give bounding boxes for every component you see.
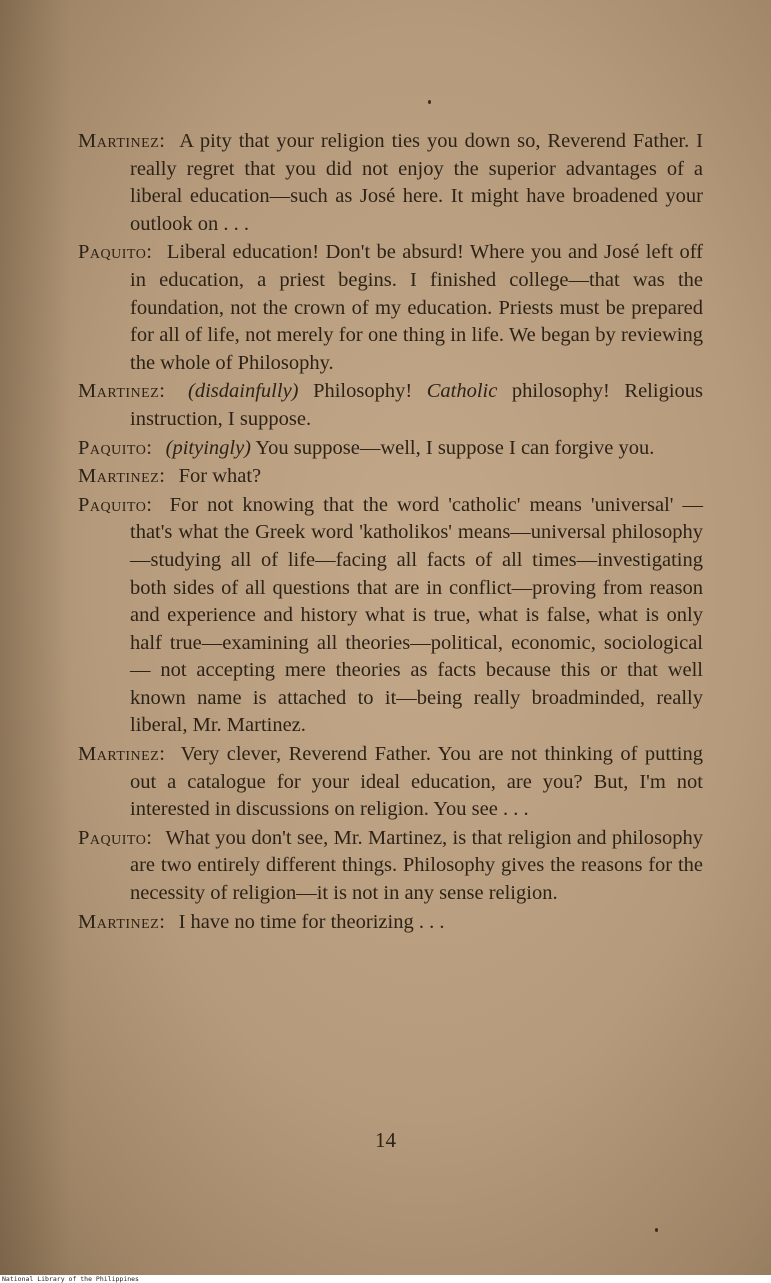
speech-line [78,378,703,433]
speech-text: I have no time for theorizing . . . [178,910,445,933]
speech-text: Very clever, Reverend Father. You are not thinking of putting out a catalogue for your ideal education, are you? But, I'm not interested in discussions on religion. You see . . . [130,743,703,821]
speech-line [78,909,703,937]
speaker-name: Martinez: [78,130,166,152]
stage-direction: (disdainfully) [188,380,299,403]
speech-line [78,435,703,463]
ink-speck [655,1228,658,1232]
speech-line [78,741,703,824]
speaker-name: Martinez: [78,743,166,766]
speech-text: A pity that your religion ties you down so, Reverend Father. I really regret that you did not enjoy the superior advantages of a liberal education—such as José here. It might have broadened your outlook on . . . [130,130,704,235]
speech-lead: Philosophy! [313,380,413,403]
emphasized-word: Catholic [426,380,498,403]
speaker-name: Paquito: [78,493,153,516]
dialogue-text [78,128,703,937]
ink-speck [428,100,431,104]
speech-text: For what? [178,465,262,488]
speech-line [78,825,703,908]
speaker-name: Paquito: [78,826,153,849]
speech-line [78,128,703,238]
speech-text: Liberal education! Don't be absurd! Where you and José left off in education, a priest begins. I finished college—that was the foundation, not the crown of my education. Priests must be prepared for all of life, not merely for one thing in life. We began by reviewing the whole of Philosophy. [130,241,704,374]
speech-text: For not knowing that the word 'catholic' means 'universal' — that's what the Greek word 'katholikos' means—universal philosophy—studying all of life—facing all facts of all times—investigating both sides of all questions that are in conflict—proving from reason and experience and history what is true, what is false, what is only half true—examining all theories—political, economic, sociological — not accepting mere theories as facts because this or that well known name is attached to it—being really broadminded, really liberal, Mr. Martinez. [130,493,704,737]
page-number: 14 [375,1128,396,1152]
speaker-name: Martinez: [78,910,166,933]
library-credit: National Library of the Philippines [2,1275,139,1283]
speech-line [78,463,703,491]
speech-line [78,239,703,377]
speech-text: What you don't see, Mr. Martinez, is that religion and philosophy are two entirely different things. Philosophy gives the reasons for the necessity of religion—it is not in any sense religion. [130,826,703,905]
stage-direction: (pityingly) [165,436,252,459]
speech-text: You suppose—well, I suppose I can forgive you. [255,436,655,459]
speaker-name: Paquito: [78,241,153,264]
speaker-name: Martinez: [78,380,166,403]
speech-line [78,492,703,740]
speech-text: philosophy! Religious instruction, I suppose. [130,380,703,430]
speaker-name: Martinez: [78,465,166,488]
speaker-name: Paquito: [78,436,153,459]
